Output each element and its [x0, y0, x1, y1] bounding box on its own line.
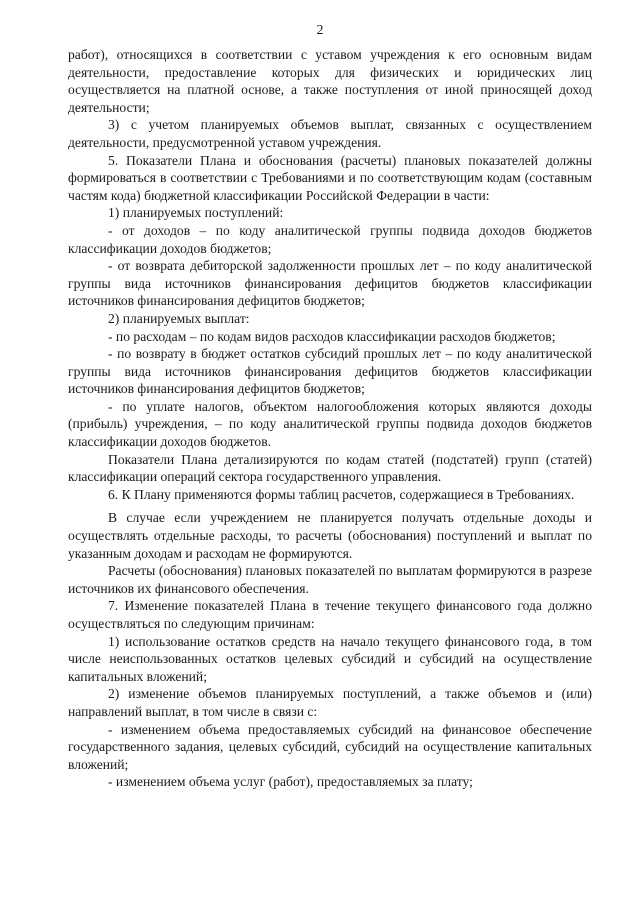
paragraph: 3) с учетом планируемых объемов выплат, связанных с осуществлением деятельности, предусмотренной уставом учреждения.	[68, 117, 592, 150]
paragraph: работ), относящихся в соответствии с уставом учреждения к его основным видам деятельности, предоставление которых для физических и юридических лиц осуществляется на платной основе, а также поступления от иной приносящей доход деятельности;	[68, 47, 592, 115]
document-body	[68, 46, 592, 791]
page-number: 2	[316, 23, 324, 38]
paragraph: 7. Изменение показателей Плана в течение текущего финансового года должно осуществляться по следующим причинам:	[68, 598, 592, 631]
paragraph: 6. К Плану применяются формы таблиц расчетов, содержащиеся в Требованиях.	[108, 486, 575, 502]
paragraph: В случае если учреждением не планируется получать отдельные доходы и осуществлять отдельные расходы, то расчеты (обоснования) поступлений и выплат по указанным доходам и расходам не формируются.	[68, 510, 592, 561]
paragraph: 1) использование остатков средств на начало текущего финансового года, в том числе неиспользованных остатков целевых субсидий и субсидий на осуществление капитальных вложений;	[68, 633, 592, 684]
paragraph: - по возврату в бюджет остатков субсидий прошлых лет – по коду аналитической группы вида источников финансирования дефицитов бюджетов классификации источников финансирования дефицитов бюджетов;	[68, 346, 592, 397]
paragraph: 1) планируемых поступлений:	[108, 205, 284, 221]
paragraph: - изменением объема услуг (работ), предоставляемых за плату;	[108, 774, 473, 790]
paragraph: 2) изменение объемов планируемых поступлений, а также объемов и (или) направлений выплат, в том числе в связи с:	[68, 686, 592, 719]
paragraph: 2) планируемых выплат:	[108, 310, 250, 326]
paragraph: Расчеты (обоснования) плановых показателей по выплатам формируются в разрезе источников их финансового обеспечения.	[68, 563, 592, 596]
paragraph: - от возврата дебиторской задолженности прошлых лет – по коду аналитической группы вида источников финансирования дефицитов бюджетов классификации источников финансирования дефицитов бюджетов;	[68, 258, 592, 309]
paragraph: - изменением объема предоставляемых субсидий на финансовое обеспечение государственного задания, целевых субсидий, субсидий на осуществление капитальных вложений;	[68, 721, 592, 772]
paragraph: - по расходам – по кодам видов расходов классификации расходов бюджетов;	[108, 328, 556, 344]
paragraph: - по уплате налогов, объектом налогообложения которых являются доходы (прибыль) учреждения, – по коду аналитической группы подвида доходов бюджетов классификации доходов бюджетов.	[68, 398, 592, 450]
paragraph: 5. Показатели Плана и обоснования (расчеты) плановых показателей должны формироваться в соответствии с Требованиями и по соответствующим кодам (составным частям кода) бюджетной классификации Российской Федерации в части:	[68, 152, 592, 203]
paragraph: Показатели Плана детализируются по кодам статей (подстатей) групп (статей) классификации операций сектора государственного управления.	[68, 451, 592, 485]
paragraph: - от доходов – по коду аналитической группы подвида доходов бюджетов классификации доходов бюджетов;	[68, 222, 592, 256]
